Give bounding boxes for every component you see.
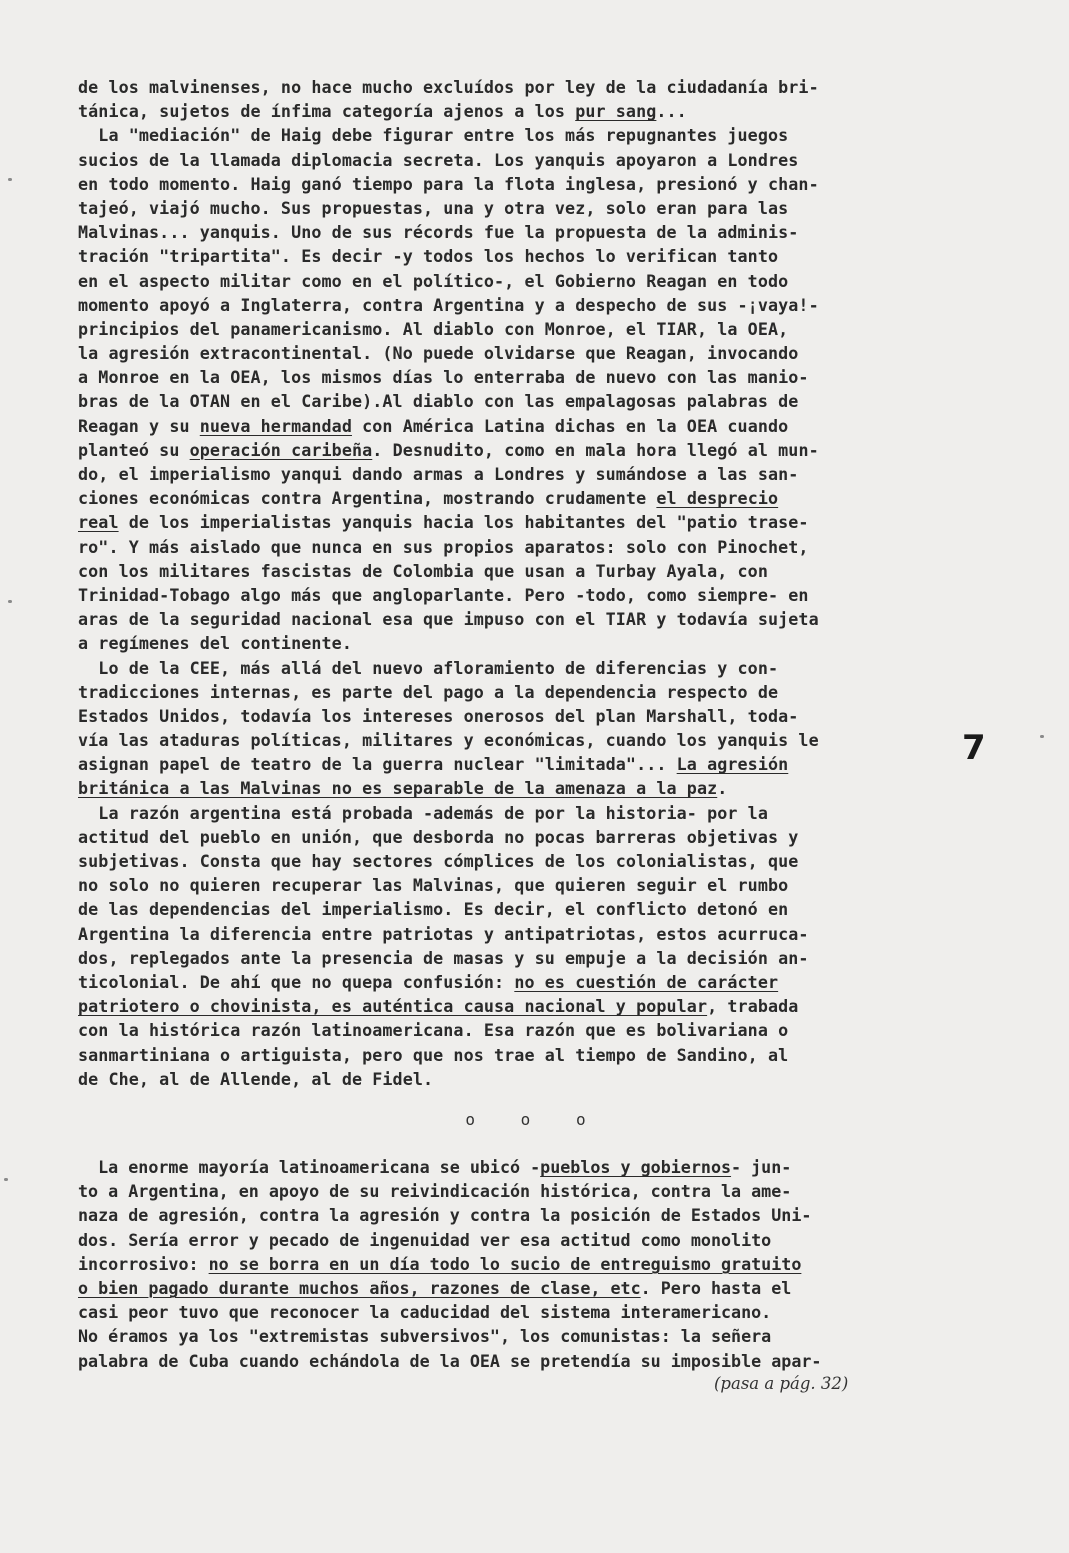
- text-line: [78, 607, 963, 631]
- text-line: [78, 631, 963, 655]
- text-run: no solo no quieren recuperar las Malvinas, que quieren seguir el rumbo: [78, 875, 789, 896]
- text-run: dos. Sería error y pecado de ingenuidad ver esa actitud como monolito: [78, 1229, 772, 1250]
- text-line: [78, 1252, 963, 1276]
- text-line: [78, 825, 963, 849]
- text-line: [78, 75, 963, 99]
- text-line: [78, 244, 963, 268]
- text-line: [78, 583, 963, 607]
- text-line: [78, 99, 963, 123]
- text-line: [78, 414, 963, 438]
- text-line: [78, 148, 963, 172]
- text-line: [78, 389, 963, 413]
- text-run: Argentina la diferencia entre patriotas y antipatriotas, estos acurruca-: [78, 923, 809, 944]
- text-run: naza de agresión, contra la agresión y contra la posición de Estados Uni-: [78, 1205, 812, 1226]
- text-run: Trinidad-Tobago algo más que angloparlante. Pero -todo, como siempre- en: [78, 584, 809, 605]
- text-line: [78, 559, 963, 583]
- text-line: [78, 873, 963, 897]
- text-run: a Monroe en la OEA, los mismos días lo enterraba de nuevo con las manio-: [78, 367, 809, 388]
- text-run: . Desnudito, como en mala hora llegó al mun-: [372, 439, 819, 460]
- text-run: Malvinas... yanquis. Uno de sus récords fue la propuesta de la adminis-: [78, 222, 799, 243]
- text-run: - jun-: [731, 1157, 792, 1177]
- text-line: [78, 1324, 963, 1348]
- text-line: [78, 922, 963, 946]
- text-line: [78, 946, 963, 970]
- text-line: [78, 994, 963, 1018]
- text-run: tración "tripartita". Es decir -y todos los hechos lo verifican tanto: [78, 246, 779, 267]
- text-run: a regímenes del continente.: [78, 633, 352, 654]
- text-line: [78, 1043, 963, 1067]
- main-text-block: [78, 75, 963, 1091]
- text-run: , trabada: [707, 996, 799, 1017]
- underlined-phrase: nueva hermandad: [199, 415, 352, 436]
- text-run: momento apoyó a Inglaterra, contra Argentina y a despecho de sus -¡vaya!-: [78, 294, 819, 315]
- text-run: casi peor tuvo que reconocer la caducidad del sistema interamericano.: [78, 1302, 772, 1323]
- text-line: [78, 220, 963, 244]
- text-line: [78, 341, 963, 365]
- text-run: asignan papel de teatro de la guerra nuclear "limitada"...: [78, 754, 677, 775]
- text-line: [78, 1228, 963, 1252]
- text-run: con la histórica razón latinoamericana. Esa razón que es bolivariana o: [78, 1020, 789, 1041]
- text-run: bras de la OTAN en el Caribe).Al diablo con las empalagosas palabras de: [78, 391, 799, 412]
- text-run: de Che, al de Allende, al de Fidel.: [78, 1068, 434, 1089]
- text-line: [78, 1018, 963, 1042]
- text-run: actitud del pueblo en unión, que desborda no pocas barreras objetivas y: [78, 826, 799, 847]
- text-line: [78, 462, 963, 486]
- text-run: dos, replegados ante la presencia de masas y su empuje a la decisión an-: [78, 947, 809, 968]
- text-run: Reagan y su: [78, 415, 200, 436]
- text-line: [78, 970, 963, 994]
- text-run: to a Argentina, en apoyo de su reivindicación histórica, contra la ame-: [78, 1181, 792, 1202]
- underlined-phrase: británica a las Malvinas no es separable de la amenaza a la paz: [78, 778, 718, 799]
- text-run: ciones económicas contra Argentina, mostrando crudamente: [78, 488, 657, 509]
- underlined-phrase: el desprecio: [656, 488, 779, 509]
- text-run: La razón argentina está probada -además de por la historia- por la: [78, 802, 768, 823]
- text-line: [78, 1179, 963, 1203]
- text-run: palabra de Cuba cuando echándola de la OEA se pretendía su imposible apar-: [78, 1350, 822, 1371]
- underlined-phrase: no se borra en un día todo lo sucio de entreguismo gratuito: [208, 1253, 802, 1274]
- text-line: [78, 849, 963, 873]
- text-line: [78, 801, 963, 825]
- text-line: [78, 438, 963, 462]
- text-run: aras de la seguridad nacional esa que impuso con el TIAR y todavía sujeta: [78, 609, 819, 630]
- text-line: [78, 680, 963, 704]
- text-run: La "mediación" de Haig debe figurar entre los más repugnantes juegos: [78, 125, 789, 146]
- text-line: [78, 1300, 963, 1324]
- underlined-phrase: pur sang: [575, 101, 657, 122]
- text-run: ticolonial. De ahí que no quepa confusión:: [78, 971, 515, 992]
- text-line: [78, 123, 963, 147]
- text-run: Lo de la CEE, más allá del nuevo afloramiento de diferencias y con-: [78, 657, 779, 678]
- second-text-block: [78, 1155, 963, 1373]
- text-run: ro". Y más aislado que nunca en sus propios aparatos: solo con Pinochet,: [78, 536, 809, 557]
- text-line: [78, 704, 963, 728]
- underlined-phrase: o bien pagado durante muchos años, razones de clase, etc: [78, 1277, 641, 1298]
- underlined-phrase: real: [78, 512, 119, 533]
- text-line: [78, 317, 963, 341]
- text-line: [78, 1155, 963, 1179]
- text-run: tánica, sujetos de ínfima categoría ajenos a los: [78, 101, 576, 122]
- text-run: La enorme mayoría latinoamericana se ubicó -: [78, 1157, 541, 1177]
- text-line: [78, 196, 963, 220]
- text-line: [78, 510, 963, 534]
- text-run: en el aspecto militar como en el político-, el Gobierno Reagan en todo: [78, 270, 789, 291]
- underlined-phrase: pueblos y gobiernos: [540, 1157, 732, 1177]
- text-line: [78, 752, 963, 776]
- text-line: [78, 1203, 963, 1227]
- text-run: la agresión extracontinental. (No puede olvidarse que Reagan, invocando: [78, 343, 799, 364]
- text-line: [78, 1067, 963, 1091]
- text-run: vía las ataduras políticas, militares y económicas, cuando los yanquis le: [78, 730, 819, 751]
- text-run: tradicciones internas, es parte del pago a la dependencia respecto de: [78, 681, 779, 702]
- text-line: [78, 269, 963, 293]
- text-run: principios del panamericanismo. Al diablo con Monroe, el TIAR, la OEA,: [78, 318, 789, 339]
- text-line: [78, 728, 963, 752]
- text-run: en todo momento. Haig ganó tiempo para la flota inglesa, presionó y chan-: [78, 173, 819, 194]
- section-separator: o o o: [465, 1110, 604, 1129]
- text-line: [78, 656, 963, 680]
- underlined-phrase: La agresión: [676, 754, 789, 775]
- text-run: planteó su: [78, 439, 190, 460]
- text-run: de los imperialistas yanquis hacia los habitantes del "patio trase-: [118, 512, 809, 533]
- text-run: ...: [656, 101, 687, 122]
- text-run: tajeó, viajó mucho. Sus propuestas, una y otra vez, solo eran para las: [78, 197, 789, 218]
- text-line: [78, 1349, 963, 1373]
- scan-speck: [8, 600, 12, 603]
- underlined-phrase: patriotero o chovinista, es auténtica causa nacional y popular: [78, 996, 708, 1017]
- text-line: [78, 776, 963, 800]
- text-line: [78, 1276, 963, 1300]
- text-run: sucios de la llamada diplomacia secreta. Los yanquis apoyaron a Londres: [78, 149, 799, 170]
- text-run: do, el imperialismo yanqui dando armas a Londres y sumándose a las san-: [78, 464, 799, 484]
- scan-speck: [4, 1178, 8, 1181]
- underlined-phrase: no es cuestión de carácter: [514, 971, 779, 992]
- text-line: [78, 897, 963, 921]
- text-line: [78, 535, 963, 559]
- text-run: No éramos ya los "extremistas subversivos", los comunistas: la señera: [78, 1326, 772, 1347]
- page-number: 7: [962, 728, 986, 768]
- text-line: [78, 365, 963, 389]
- text-run: . Pero hasta el: [640, 1277, 792, 1298]
- scan-speck: [1040, 735, 1044, 738]
- text-run: de los malvinenses, no hace mucho excluídos por ley de la ciudadanía bri-: [78, 77, 819, 97]
- text-run: de las dependencias del imperialismo. Es decir, el conflicto detonó en: [78, 899, 789, 920]
- text-line: [78, 293, 963, 317]
- continuation-note: (pasa a pág. 32): [714, 1374, 849, 1393]
- underlined-phrase: operación caribeña: [189, 439, 373, 460]
- scan-speck: [8, 178, 12, 181]
- text-run: con América Latina dichas en la OEA cuando: [351, 415, 789, 436]
- text-run: .: [717, 778, 728, 799]
- text-run: sanmartiniana o artiguista, pero que nos trae al tiempo de Sandino, al: [78, 1044, 789, 1065]
- text-line: [78, 172, 963, 196]
- text-line: [78, 486, 963, 510]
- text-run: incorrosivo:: [78, 1253, 209, 1274]
- text-run: con los militares fascistas de Colombia que usan a Turbay Ayala, con: [78, 560, 768, 581]
- text-run: subjetivas. Consta que hay sectores cómplices de los colonialistas, que: [78, 851, 799, 871]
- text-run: Estados Unidos, todavía los intereses onerosos del plan Marshall, toda-: [78, 705, 799, 726]
